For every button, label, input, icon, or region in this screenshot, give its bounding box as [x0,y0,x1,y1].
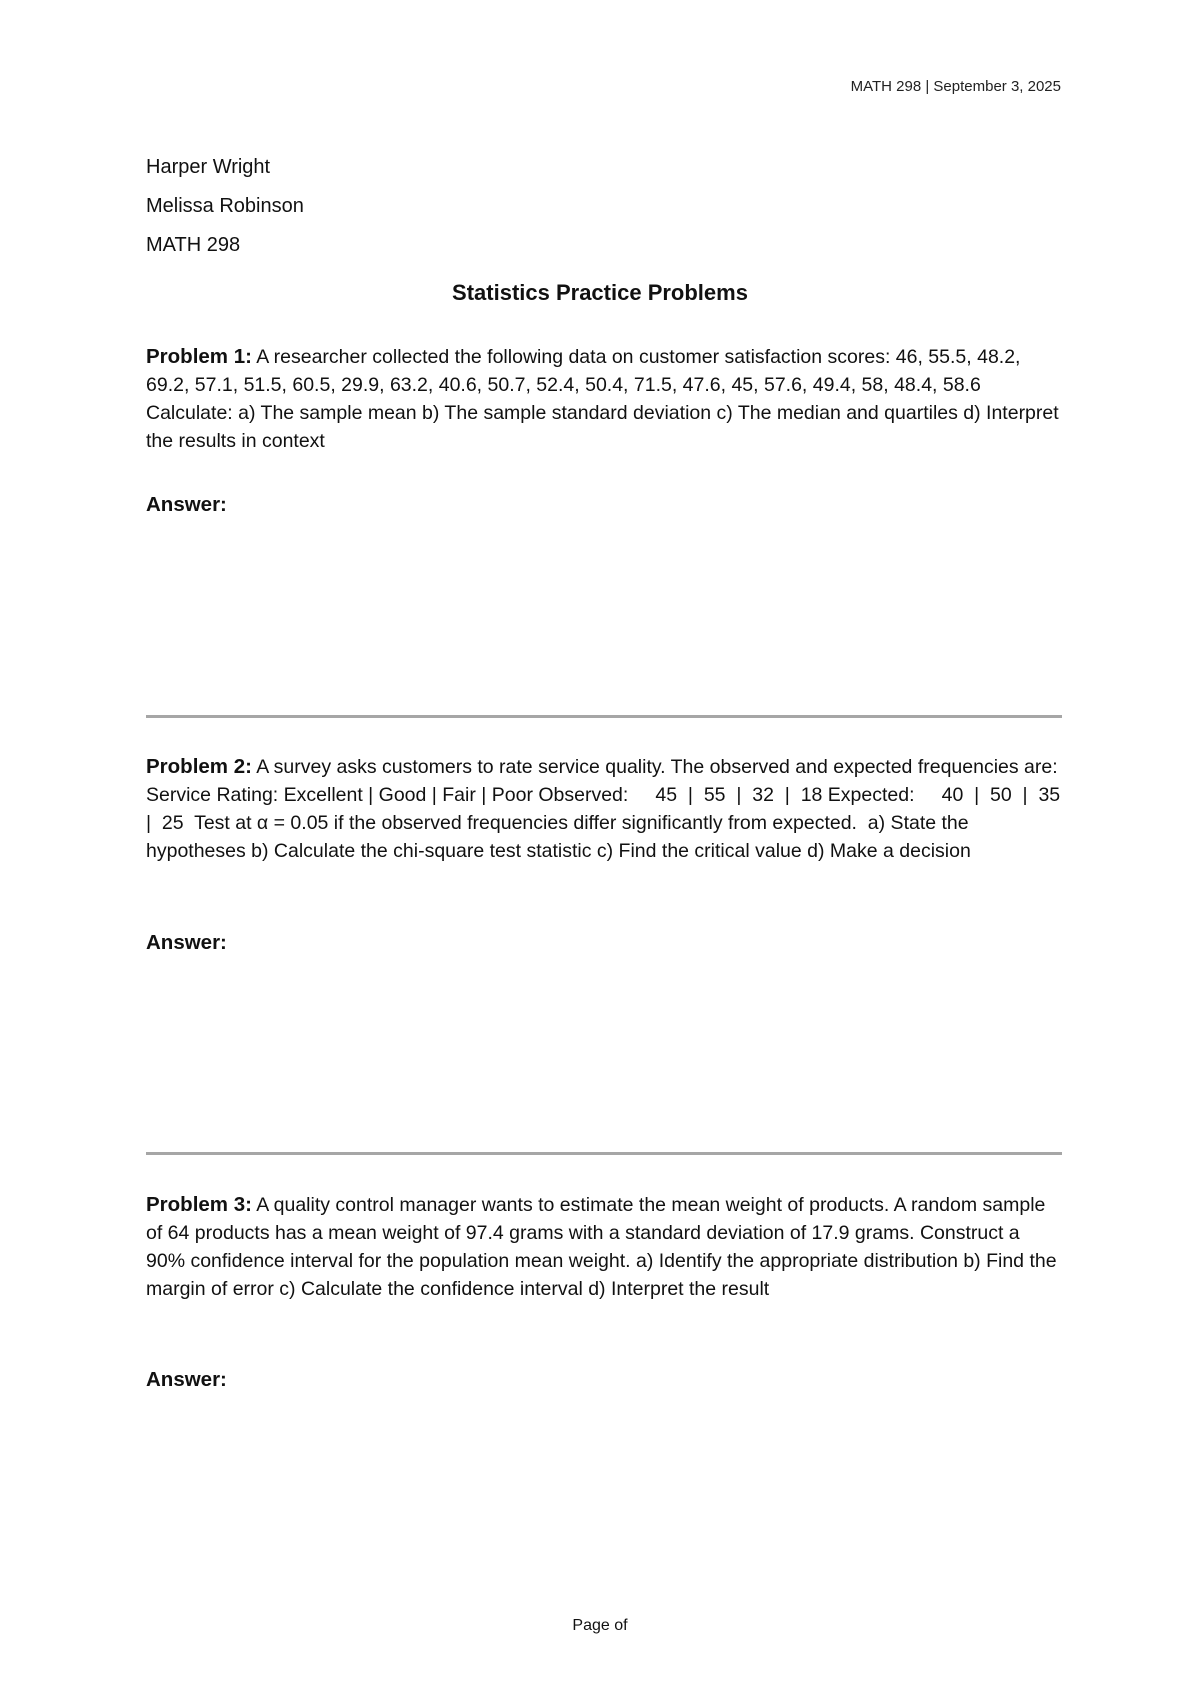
page-footer: Page of [572,1617,628,1634]
problem-2-text [146,753,1071,865]
problem-1-answer-label: Answer: [146,493,227,516]
course-name: MATH 298 [146,234,241,256]
instructor-name: Melissa Robinson [146,195,304,217]
problem-2-label: Problem 2: [146,755,252,778]
running-header: MATH 298 | September 3, 2025 [850,78,1061,95]
problem-3 [146,1191,1064,1303]
problem-1 [146,343,1064,455]
problem-2 [146,753,1071,865]
section-divider [146,715,1062,718]
student-name: Harper Wright [146,156,271,178]
author-block [146,148,304,265]
problem-3-body: A quality control manager wants to estimate the mean weight of products. A random sample of 64 products has a mean weight of 97.4 grams with a standard deviation of 17.9 grams. Construct a 90% confidence interval for the population mean weight. a) Identify the appropriate distribution b) Find the margin of error c) Calculate the confidence interval d) Interpret the result [146,1194,1057,1300]
document-title: Statistics Practice Problems [452,280,748,305]
section-divider [146,1152,1062,1155]
problem-1-text [146,343,1064,455]
problem-3-text [146,1191,1064,1303]
problem-3-label: Problem 3: [146,1193,252,1216]
problem-2-body: A survey asks customers to rate service quality. The observed and expected frequencies are: Service Rating: Excellent | Good | Fair | Poor Observed: 45 | 55 | 32 | 18 Expected: 40 | 50 | 35 | 25 Test at α = 0.05 if the observed frequencies differ significantly from expected. a) State the hypotheses b) Calculate the chi-square test statistic c) Find the critical value d) Make a decision [146,756,1071,862]
problem-1-label: Problem 1: [146,345,252,368]
problem-1-body: A researcher collected the following data on customer satisfaction scores: 46, 55.5, 48.2, 69.2, 57.1, 51.5, 60.5, 29.9, 63.2, 40.6, 50.7, 52.4, 50.4, 71.5, 47.6, 45, 57.6, 49.4, 58, 48.4, 58.6 Calculate: a) The sample mean b) The sample standard deviation c) The median and quartiles d) Interpret the results in context [146,346,1059,452]
problem-2-answer-label: Answer: [146,931,227,954]
problem-3-answer-label: Answer: [146,1368,227,1391]
